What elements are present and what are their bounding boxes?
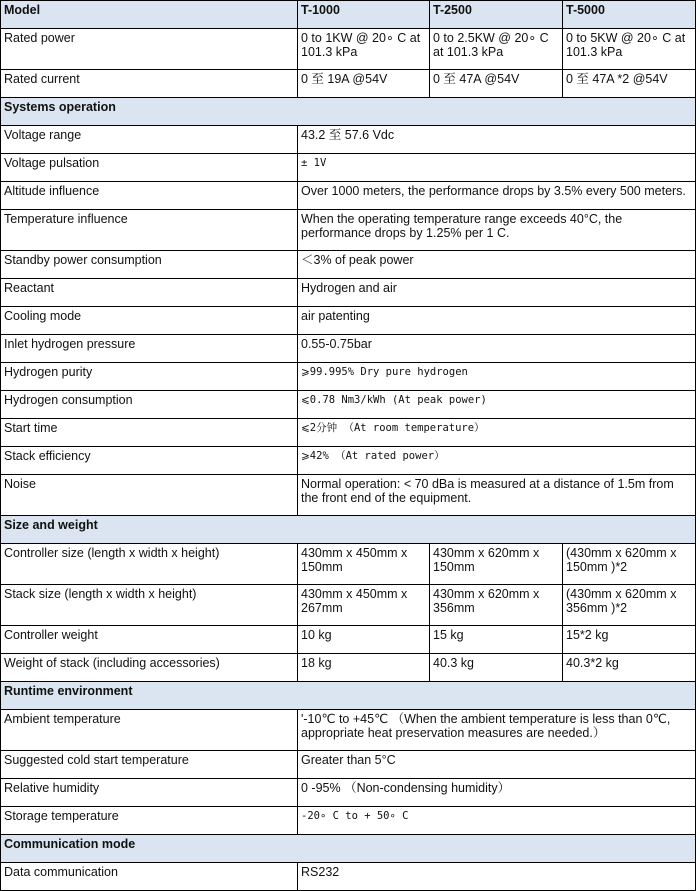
cell-value: 0 -95% （Non-condensing humidity） [298, 779, 696, 807]
section-communication-mode [1, 835, 696, 863]
cell-value: Normal operation: < 70 dBa is measured at a distance of 1.5m from the front end of the equipment. [298, 475, 696, 516]
cell-value: 15 kg [430, 626, 563, 654]
row-label: Stack efficiency [1, 447, 298, 475]
section-size-weight [1, 516, 696, 544]
cell-value: Greater than 5°C [298, 751, 696, 779]
cell-value: 0 to 2.5KW @ 20∘ C at 101.3 kPa [430, 29, 563, 70]
row-label: Stack size (length x width x height) [1, 585, 298, 626]
row-label: Hydrogen purity [1, 363, 298, 391]
cell-value: (430mm x 620mm x 356mm )*2 [563, 585, 696, 626]
row-label: Inlet hydrogen pressure [1, 335, 298, 363]
cell-value: 40.3*2 kg [563, 654, 696, 682]
row-label: Suggested cold start temperature [1, 751, 298, 779]
cell-value: ⩽0.78 Nm3/kWh (At peak power) [298, 391, 696, 419]
cell-value: 430mm x 450mm x 150mm [298, 544, 430, 585]
cell-value: ± 1V [298, 154, 696, 182]
altitude-influence-row [1, 182, 696, 210]
cell-value: 0 至 47A *2 @54V [563, 70, 696, 98]
reactant-row [1, 279, 696, 307]
cell-value: Hydrogen and air [298, 279, 696, 307]
cell-value: 0 至 47A @54V [430, 70, 563, 98]
rated-current-row [1, 70, 696, 98]
relative-humidity-row [1, 779, 696, 807]
section-title: Size and weight [1, 516, 696, 544]
row-label: Rated current [1, 70, 298, 98]
row-label: Weight of stack (including accessories) [1, 654, 298, 682]
storage-temperature-row [1, 807, 696, 835]
cell-value: 430mm x 620mm x 150mm [430, 544, 563, 585]
section-systems-operation [1, 98, 696, 126]
cell-value: -20∘ C to + 50∘ C [298, 807, 696, 835]
row-label: Start time [1, 419, 298, 447]
header-model-2: T-2500 [430, 1, 563, 29]
noise-row [1, 475, 696, 516]
section-title: Runtime environment [1, 682, 696, 710]
cold-start-row [1, 751, 696, 779]
stack-size-row [1, 585, 696, 626]
data-communication-row [1, 863, 696, 891]
cell-value: ⩽2分钟 （At room temperature） [298, 419, 696, 447]
row-label: Controller weight [1, 626, 298, 654]
standby-power-row [1, 251, 696, 279]
cell-value: When the operating temperature range exceeds 40°C, the performance drops by 1.25% per 1 C. [298, 210, 696, 251]
voltage-pulsation-row [1, 154, 696, 182]
start-time-row [1, 419, 696, 447]
header-model-1: T-1000 [298, 1, 430, 29]
cell-value: 0 至 19A @54V [298, 70, 430, 98]
controller-size-row [1, 544, 696, 585]
row-label: Altitude influence [1, 182, 298, 210]
stack-weight-row [1, 654, 696, 682]
row-label: Controller size (length x width x height) [1, 544, 298, 585]
row-label: Hydrogen consumption [1, 391, 298, 419]
section-runtime-environment [1, 682, 696, 710]
row-label: Ambient temperature [1, 710, 298, 751]
cooling-mode-row [1, 307, 696, 335]
temperature-influence-row [1, 210, 696, 251]
header-row [1, 1, 696, 29]
cell-value: Over 1000 meters, the performance drops by 3.5% every 500 meters. [298, 182, 696, 210]
cell-value: '-10℃ to +45℃ （When the ambient temperature is less than 0℃, appropriate heat preservation measures are needed.） [298, 710, 696, 751]
cell-value: 18 kg [298, 654, 430, 682]
stack-efficiency-row [1, 447, 696, 475]
ambient-temperature-row [1, 710, 696, 751]
section-title: Systems operation [1, 98, 696, 126]
inlet-pressure-row [1, 335, 696, 363]
row-label: Reactant [1, 279, 298, 307]
cell-value: 15*2 kg [563, 626, 696, 654]
hydrogen-purity-row [1, 363, 696, 391]
section-title: Communication mode [1, 835, 696, 863]
header-model-3: T-5000 [563, 1, 696, 29]
row-label: Relative humidity [1, 779, 298, 807]
cell-value: 0 to 5KW @ 20∘ C at 101.3 kPa [563, 29, 696, 70]
header-model-label: Model [1, 1, 298, 29]
row-label: Standby power consumption [1, 251, 298, 279]
row-label: Data communication [1, 863, 298, 891]
row-label: Noise [1, 475, 298, 516]
cell-value: 43.2 至 57.6 Vdc [298, 126, 696, 154]
cell-value: air patenting [298, 307, 696, 335]
row-label: Rated power [1, 29, 298, 70]
voltage-range-row [1, 126, 696, 154]
row-label: Voltage range [1, 126, 298, 154]
rated-power-row [1, 29, 696, 70]
cell-value: RS232 [298, 863, 696, 891]
cell-value: 430mm x 620mm x 356mm [430, 585, 563, 626]
cell-value: 40.3 kg [430, 654, 563, 682]
row-label: Voltage pulsation [1, 154, 298, 182]
cell-value: ⩾99.995% Dry pure hydrogen [298, 363, 696, 391]
row-label: Cooling mode [1, 307, 298, 335]
cell-value: ⩾42% （At rated power） [298, 447, 696, 475]
cell-value: ＜3% of peak power [298, 251, 696, 279]
cell-value: 0.55-0.75bar [298, 335, 696, 363]
row-label: Storage temperature [1, 807, 298, 835]
cell-value: 430mm x 450mm x 267mm [298, 585, 430, 626]
cell-value: 0 to 1KW @ 20∘ C at 101.3 kPa [298, 29, 430, 70]
cell-value: 10 kg [298, 626, 430, 654]
row-label: Temperature influence [1, 210, 298, 251]
cell-value: (430mm x 620mm x 150mm )*2 [563, 544, 696, 585]
hydrogen-consumption-row [1, 391, 696, 419]
controller-weight-row [1, 626, 696, 654]
